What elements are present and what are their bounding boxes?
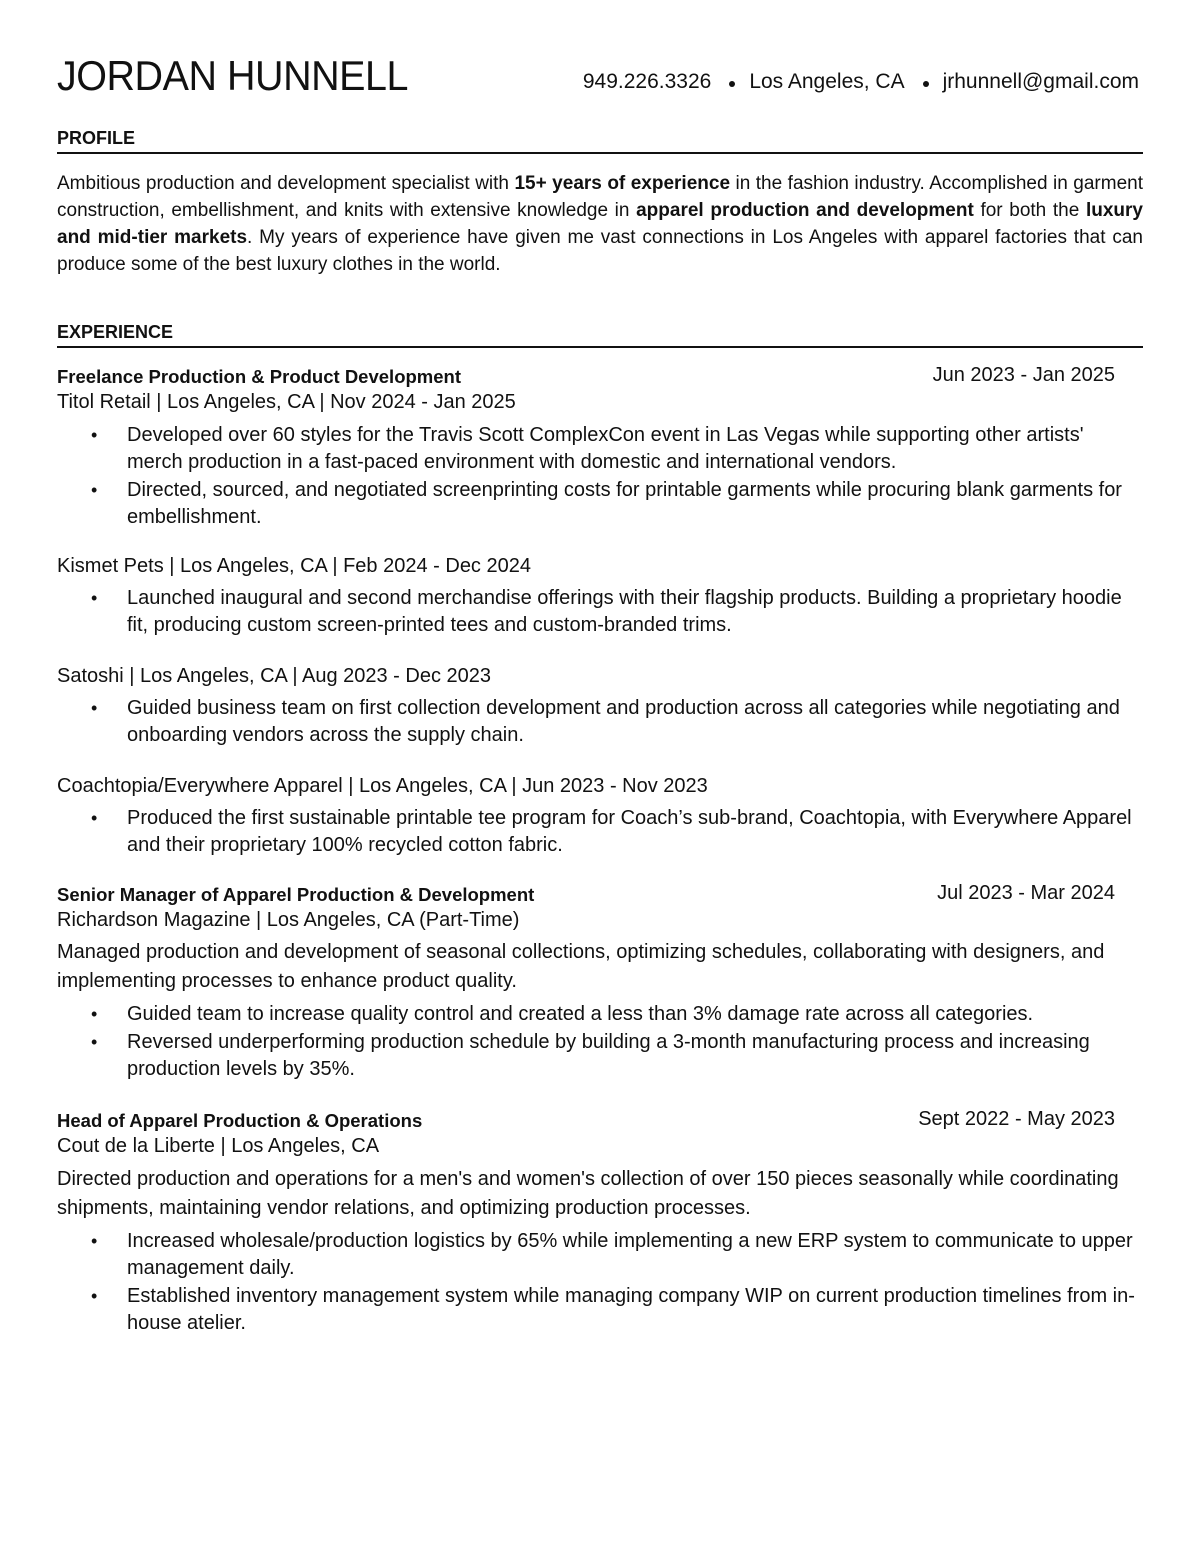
job-dates: Sept 2022 - May 2023 (918, 1108, 1115, 1130)
list-item: • Launched inaugural and second merchandise offerings with their flagship products. Building a proprietary hoodie fit, producing custom screen-printed tees and custom-branded trims. (127, 585, 1143, 639)
job-summary: Directed production and operations for a men's and women's collection of over 150 pieces seasonally while coordinating shipments, maintaining vendor relations, and optimizing production processes. (57, 1168, 1119, 1219)
separator-dot-icon (729, 81, 735, 87)
profile-summary: Ambitious production and development specialist with 15+ years of experience in the fashion industry. Accomplished in garment construction, embellishment, and knits with extensive knowledge in apparel production and development for both the luxury and mid-tier markets. My years of experience have given me vast connections in Los Angeles with apparel factories that can produce some of the best luxury clothes in the world. (57, 173, 1143, 275)
job-title: Head of Apparel Production & Operations (57, 1110, 423, 1131)
job-title: Senior Manager of Apparel Production & Development (57, 884, 535, 905)
job-summary: Managed production and development of seasonal collections, optimizing schedules, collaborating with designers, and implementing processes to enhance product quality. (57, 941, 1105, 992)
profile-highlight: luxury and mid-tier markets (57, 200, 1143, 248)
contact-info (583, 70, 1139, 94)
company-line: Cout de la Liberte | Los Angeles, CA (57, 1135, 380, 1157)
list-item: • Guided business team on first collection development and production across all categories while negotiating and onboarding vendors across the supply chain. (127, 695, 1143, 749)
email-address: jrhunnell@gmail.com (942, 70, 1139, 93)
job-dates: Jun 2023 - Jan 2025 (932, 364, 1115, 386)
list-item: • Directed, sourced, and negotiated screenprinting costs for printable garments while procuring blank garments for embellishment. (127, 477, 1143, 531)
client-line: Kismet Pets | Los Angeles, CA | Feb 2024 - Dec 2024 (57, 555, 531, 577)
location: Los Angeles, CA (749, 70, 905, 93)
candidate-name: JORDAN HUNNELL (57, 52, 409, 99)
client-line: Satoshi | Los Angeles, CA | Aug 2023 - Dec 2023 (57, 665, 492, 687)
list-item: • Produced the first sustainable printable tee program for Coach’s sub-brand, Coachtopia, with Everywhere Apparel and their proprietary 100% recycled cotton fabric. (127, 805, 1143, 859)
list-item: • Established inventory management system while managing company WIP on current production timelines from in-house atelier. (127, 1283, 1143, 1337)
bullet-list (127, 695, 1143, 750)
separator-dot-icon (923, 81, 929, 87)
list-item: • Guided team to increase quality control and created a less than 3% damage rate across all categories. (127, 1001, 1143, 1028)
resume-header (57, 52, 1143, 102)
bullet-list (127, 805, 1143, 860)
list-item: • Reversed underperforming production schedule by building a 3-month manufacturing process and increasing production levels by 35%. (127, 1029, 1143, 1083)
list-item: • Increased wholesale/production logistics by 65% while implementing a new ERP system to communicate to upper management daily. (127, 1228, 1143, 1282)
company-line: Richardson Magazine | Los Angeles, CA (Part-Time) (57, 909, 520, 931)
profile-highlight: 15+ years of experience (514, 173, 731, 194)
client-line: Titol Retail | Los Angeles, CA | Nov 2024 - Jan 2025 (57, 391, 516, 413)
list-item: • Developed over 60 styles for the Travis Scott ComplexCon event in Las Vegas while supporting other artists' merch production in a fast-paced environment with domestic and international vendors. (127, 422, 1143, 476)
experience-heading: EXPERIENCE (57, 322, 1143, 348)
bullet-list (127, 1228, 1143, 1338)
profile-highlight: apparel production and development (636, 200, 974, 221)
phone-number: 949.226.3326 (582, 70, 712, 93)
profile-heading: PROFILE (57, 128, 1143, 154)
bullet-list (127, 422, 1143, 532)
job-title: Freelance Production & Product Development (57, 366, 461, 387)
job-dates: Jul 2023 - Mar 2024 (937, 882, 1115, 904)
bullet-list (127, 1001, 1143, 1084)
resume-page (57, 0, 1143, 1553)
bullet-list (127, 585, 1143, 640)
client-line: Coachtopia/Everywhere Apparel | Los Angeles, CA | Jun 2023 - Nov 2023 (57, 775, 708, 797)
